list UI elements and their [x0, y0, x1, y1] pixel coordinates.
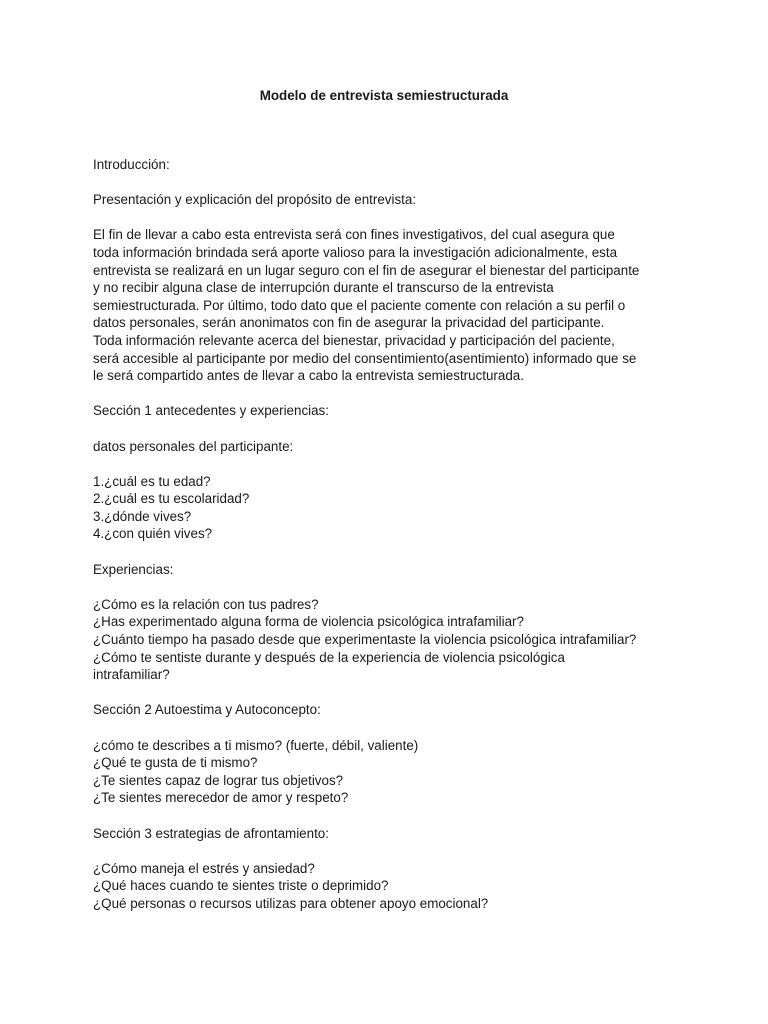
question-item: 4.¿con quién vives? [93, 526, 213, 542]
experience-questions-list [93, 596, 683, 684]
paragraph-line: entrevista se realizará en un lugar seguro con el fin de asegurar el bienestar del participante [93, 262, 640, 278]
paragraph-line: semiestructurada. Por último, todo dato que el paciente comente con relación a su perfil o [93, 297, 626, 313]
personal-questions-list [93, 473, 683, 543]
paragraph-line: será accesible al participante por medio del consentimiento(asentimiento) informado que se [93, 350, 637, 366]
question-item: ¿Te sientes capaz de lograr tus objetivos? [93, 772, 344, 788]
section2-heading: Sección 2 Autoestima y Autoconcepto: [93, 702, 321, 718]
paragraph-line: y no recibir alguna clase de interrupción durante el transcurso de la entrevista [93, 280, 554, 296]
question-item: ¿cómo te describes a ti mismo? (fuerte, débil, valiente) [93, 737, 419, 753]
paragraph-line: El fin de llevar a cabo esta entrevista será con fines investigativos, del cual asegura que [93, 227, 615, 243]
section1-heading-block [93, 402, 683, 420]
question-item: 1.¿cuál es tu edad? [93, 473, 211, 489]
section3-heading-block [93, 825, 683, 843]
question-item: ¿Qué haces cuando te sientes triste o deprimido? [93, 878, 389, 894]
question-item: ¿Te sientes merecedor de amor y respeto? [93, 790, 349, 806]
section1-heading: Sección 1 antecedentes y experiencias: [93, 403, 329, 419]
question-item: intrafamiliar? [93, 667, 170, 683]
presentation-heading-block [93, 191, 683, 209]
section3-heading: Sección 3 estrategias de afrontamiento: [93, 825, 329, 841]
question-item: ¿Cuánto tiempo ha pasado desde que experimentaste la violencia psicológica intrafamiliar? [93, 632, 637, 648]
intro-heading-block [93, 156, 683, 174]
section3-questions-list [93, 860, 683, 913]
document-body [93, 156, 683, 930]
question-item: 2.¿cuál es tu escolaridad? [93, 491, 250, 507]
personal-data-heading-block [93, 438, 683, 456]
intro-paragraph [93, 226, 683, 384]
question-item: ¿Cómo maneja el estrés y ansiedad? [93, 860, 315, 876]
intro-heading: Introducción: [93, 157, 170, 172]
paragraph-line: datos personales, serán anonimatos con fin de asegurar la privacidad del participante. [93, 315, 605, 331]
experiences-heading: Experiencias: [93, 561, 174, 577]
presentation-heading: Presentación y explicación del propósito de entrevista: [93, 192, 417, 208]
document-title: Modelo de entrevista semiestructurada [259, 88, 509, 103]
question-item: ¿Cómo te sentiste durante y después de la experiencia de violencia psicológica [93, 649, 565, 665]
paragraph-line: Toda información relevante acerca del bienestar, privacidad y participación del paciente, [93, 332, 615, 348]
question-item: ¿Qué personas o recursos utilizas para obtener apoyo emocional? [93, 895, 489, 911]
section2-questions-list [93, 737, 683, 807]
experiences-heading-block [93, 561, 683, 579]
section2-heading-block [93, 701, 683, 719]
paragraph-line: toda información brindada será aporte valioso para la investigación adicionalmente, esta [93, 244, 618, 260]
personal-data-heading: datos personales del participante: [93, 438, 294, 454]
question-item: 3.¿dónde vives? [93, 508, 192, 524]
question-item: ¿Qué te gusta de ti mismo? [93, 755, 258, 771]
paragraph-line: le será compartido antes de llevar a cabo la entrevista semiestructurada. [93, 368, 524, 384]
question-item: ¿Cómo es la relación con tus padres? [93, 596, 319, 612]
question-item: ¿Has experimentado alguna forma de violencia psicológica intrafamiliar? [93, 614, 524, 630]
